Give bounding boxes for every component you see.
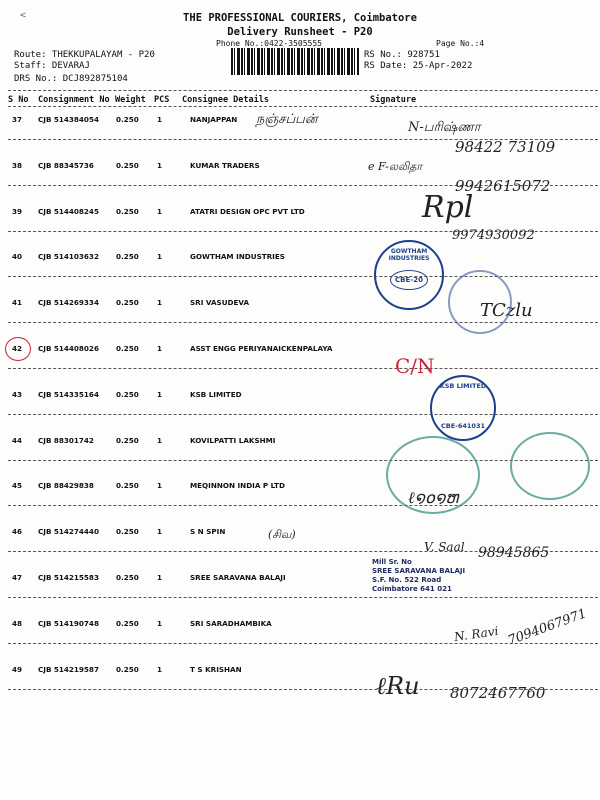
row-pcs: 1 [157,618,163,628]
row-sno: 46 [12,527,23,537]
stamp-ksb-top: KSB LIMITED [439,382,487,390]
stamp-gowtham-top: GOWTHAM INDUSTRIES [388,248,430,262]
row-pcs: 1 [157,344,163,353]
stamp-gowtham-center: CBE-20 [390,270,428,290]
row-consignment: CJB 88345736 [38,160,94,170]
row-weight: 0.250 [116,573,139,582]
document-title: Delivery Runsheet - P20 [227,26,373,38]
round-seal-41 [448,270,512,334]
row-consignment: CJB 514274440 [38,527,99,537]
row-consignee: SRI VASUDEVA [190,298,250,308]
stamp-mill-line1: Mill Sr. No [372,558,412,566]
row-weight: 0.250 [116,252,139,262]
row-weight: 0.250 [116,206,139,216]
handwritten-sub-37: N-பரிஷ்ணா [408,120,481,135]
barcode [231,48,359,75]
teal-round-stamp-2 [510,432,590,500]
row-pcs: 1 [157,160,163,170]
row-divider [8,276,598,277]
row-consignment: CJB 514219587 [38,664,99,674]
route-label: Route: THEKKUPALAYAM - P20 [14,50,155,60]
row-pcs: 1 [157,435,163,445]
col-pcs: PCS [154,95,170,105]
row-sno: 38 [12,160,23,170]
mill-rubber-stamp [372,558,572,594]
stamp-mill-line2: SREE SARAVANA BALAJI [372,567,466,575]
handwritten-signature-48: N. Ravi [453,623,500,645]
row-consignment: CJB 88429838 [38,481,94,491]
stamp-mill-line4: Coimbatore 641 021 [372,585,452,593]
col-consignment: Consignment No [38,95,110,105]
row-consignee: MEQINNON INDIA P LTD [190,481,285,491]
handwritten-phone-39: 9974930092 [452,228,535,243]
row-consignee: SRI SARADHAMBIKA [190,618,272,628]
col-sno: S No [8,95,29,105]
row-consignee: NANJAPPAN [190,115,238,124]
row-weight: 0.250 [116,527,139,537]
row-consignee: T S KRISHAN [190,664,242,674]
row-sno: 48 [12,618,23,628]
row-pcs: 1 [157,298,163,308]
row-weight: 0.250 [116,618,139,628]
col-consignee: Consignee Details [182,95,269,105]
row-weight: 0.250 [116,664,139,674]
row-consignment: CJB 514335164 [38,389,99,399]
handwritten-phone-49: 8072467760 [450,684,546,702]
handwritten-phone-38: 9942615072 [455,177,551,195]
row-42-mark-circle [5,337,31,361]
gowtham-industries-stamp [374,240,444,310]
row-consignment: CJB 514408026 [38,344,99,353]
company-name: THE PROFESSIONAL COURIERS, Coimbatore [183,12,417,24]
handwritten-name-38: e F-லலிதா [368,160,423,173]
row-weight: 0.250 [116,389,139,399]
row-consignee: ASST ENGG PERIYANAICKENPALAYA [190,344,333,353]
row-divider [8,322,598,323]
rs-date: RS Date: 25-Apr-2022 [364,61,473,71]
row-consignment: CJB 514408245 [38,206,99,216]
row-sno: 41 [12,298,23,308]
row-weight: 0.250 [116,115,139,124]
row-pcs: 1 [157,664,163,674]
col-weight: Weight [115,95,146,105]
handwritten-phone-37: 98422 73109 [455,138,556,156]
page-number: Page No.:4 [436,39,485,48]
row-consignment: CJB 514269334 [38,298,99,308]
row-pcs: 1 [157,252,163,262]
handwritten-name-37: நஞ்சப்பன் [256,112,318,127]
header-rule-top [8,90,598,91]
row-consignment: CJB 88301742 [38,435,94,445]
row-sno: 49 [12,664,23,674]
row-pcs: 1 [157,115,163,124]
row-sno: 39 [12,206,23,216]
row-sno: 40 [12,252,23,262]
handwritten-signature-45: ℓ໑໐໑ຫ [408,488,459,507]
row-weight: 0.250 [116,344,139,353]
row-sno: 44 [12,435,23,445]
phone-number: Phone No.:0422-3505555 [216,39,322,48]
row-consignment: CJB 514215583 [38,573,99,582]
col-signature: Signature [370,95,417,105]
handwritten-signature-41: TCzlu [480,300,533,321]
row-consignee: KSB LIMITED [190,389,242,399]
row-consignment: CJB 514103632 [38,252,99,262]
row-sno: 37 [12,115,23,124]
corner-mark: < [20,10,27,21]
teal-round-stamp [386,436,480,514]
row-consignee: S N SPIN [190,527,226,537]
handwritten-signature-46: V. Saal [424,540,465,554]
row-pcs: 1 [157,389,163,399]
row-sno: 47 [12,573,23,582]
row-consignment: CJB 514384054 [38,115,99,124]
handwritten-signature-39: Rpl [422,190,474,225]
row-consignee: GOWTHAM INDUSTRIES [190,252,285,262]
row-weight: 0.250 [116,298,139,308]
row-consignee: SREE SARAVANA BALAJI [190,573,286,582]
ksb-limited-stamp [430,375,496,441]
row-weight: 0.250 [116,481,139,491]
rs-number: RS No.: 928751 [364,50,440,60]
row-divider [8,368,598,369]
drs-number: DRS No.: DCJ892875104 [14,74,128,84]
stamp-mill-line3: S.F. No. 522 Road [372,576,442,584]
row-sno: 42 [12,344,23,353]
row-divider [8,597,598,598]
row-sno: 45 [12,481,23,491]
row-weight: 0.250 [116,435,139,445]
row-pcs: 1 [157,206,163,216]
row-weight: 0.250 [116,160,139,170]
row-sno: 43 [12,389,23,399]
handwritten-signature-49: ℓRu [376,672,420,700]
stamp-ksb-bottom: CBE-641031 [441,422,485,430]
row-divider [8,414,598,415]
row-consignee: KUMAR TRADERS [190,160,260,170]
row-consignee: KOVILPATTI LAKSHMI [190,435,276,445]
row-pcs: 1 [157,481,163,491]
staff-label: Staff: DEVARAJ [14,61,90,71]
handwritten-phone-48: 7094067971 [505,606,589,649]
row-pcs: 1 [157,573,163,582]
header-rule-bottom [8,106,598,107]
row-consignee: ATATRI DESIGN OPC PVT LTD [190,206,305,216]
row-consignment: CJB 514190748 [38,618,99,628]
row-pcs: 1 [157,527,163,537]
handwritten-note-42: C/N [395,354,435,378]
handwritten-phone-46: 98945865 [478,545,550,561]
handwritten-note-46: (சிவ) [268,528,296,541]
row-divider [8,505,598,506]
